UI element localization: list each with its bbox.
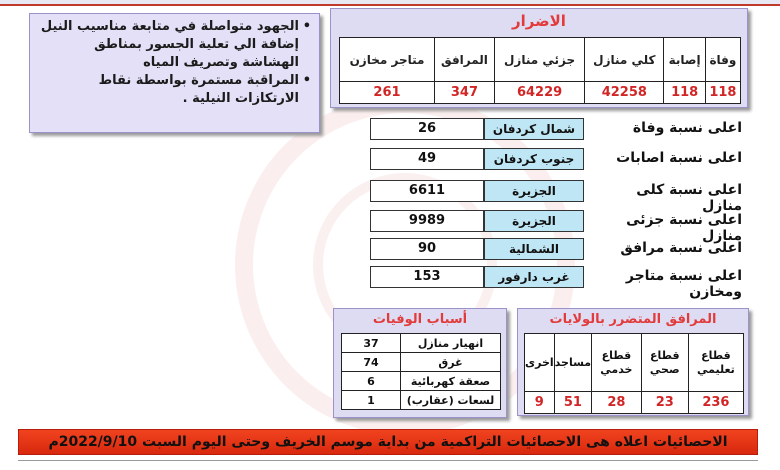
table-row (342, 334, 501, 353)
death-causes-table (341, 333, 501, 410)
rate-row (370, 148, 742, 172)
facility-header-cell: مساجد (554, 334, 591, 392)
facility-header-cell: قطاع تعليمي (688, 334, 743, 392)
note-item: • الجهود متواصلة في متابعة مناسيب النيل إضافة الي تعلية الجسور بمناطق الهشاشة وتصريف المياه (36, 18, 309, 72)
damage-header-cell: وفاة (705, 38, 740, 82)
rate-label: اعلى نسبة اصابات (616, 150, 742, 166)
facility-value-cell: 51 (554, 392, 591, 414)
damage-panel (330, 8, 748, 108)
cause-value: 37 (342, 334, 401, 353)
rate-value: 49 (370, 148, 484, 170)
cause-label: صعقة كهربائية (401, 372, 501, 391)
damage-title: الاضرار (512, 12, 566, 30)
damage-header-row (340, 38, 741, 82)
damage-header-cell: المرافق (434, 38, 494, 82)
damage-value-cell: 347 (434, 82, 494, 104)
damage-table (339, 37, 741, 104)
rate-value: 90 (370, 238, 484, 260)
rate-row (370, 266, 742, 300)
table-row (342, 372, 501, 391)
rate-row (370, 180, 742, 214)
rate-value: 6611 (370, 180, 484, 202)
damage-value-cell: 261 (340, 82, 435, 104)
facilities-title: المرافق المتضرر بالولايات (549, 312, 717, 327)
note-item: • المراقبة مستمرة بواسطة نقاط الارتكازات النيلية . (36, 72, 309, 108)
rate-value: 26 (370, 118, 484, 140)
rate-label: اعلى نسبة مرافق (620, 240, 742, 256)
facility-value-cell: 23 (641, 392, 688, 414)
cause-value: 6 (342, 372, 401, 391)
cause-value: 74 (342, 353, 401, 372)
rate-row (370, 210, 742, 244)
damage-value-cell: 118 (664, 82, 705, 104)
damage-value-row (340, 82, 741, 104)
damage-header-cell: متاجر مخازن (340, 38, 435, 82)
facilities-value-row (525, 392, 744, 414)
damage-header-cell: إصابة (664, 38, 705, 82)
rate-row (370, 238, 742, 262)
facilities-table (524, 333, 744, 414)
facility-value-cell: 9 (525, 392, 555, 414)
table-row (342, 353, 501, 372)
rate-label: اعلى نسبة وفاة (632, 120, 742, 136)
rate-region: الجزيرة (484, 180, 584, 202)
damage-value-cell: 118 (705, 82, 740, 104)
table-row (342, 391, 501, 410)
top-border (0, 0, 780, 6)
rate-row (370, 118, 742, 142)
footer-banner: الاحصائيات اعلاه هى الاحصائيات التراكمية من بداية موسم الخريف وحتى اليوم السبت 2022/9/10م (18, 429, 758, 455)
rate-region: غرب دارفور (484, 266, 584, 288)
facilities-header-row (525, 334, 744, 392)
rate-region: شمال كردفان (484, 118, 584, 140)
rate-region: الجزيرة (484, 210, 584, 232)
damage-value-cell: 42258 (585, 82, 664, 104)
facilities-panel (517, 308, 749, 416)
rate-label: اعلى نسبة متاجر ومخازن (625, 268, 742, 300)
footer-divider (18, 460, 758, 470)
damage-header-cell: كلي منازل (585, 38, 664, 82)
cause-label: لسعات (عقارب) (401, 391, 501, 410)
rate-value: 9989 (370, 210, 484, 232)
cause-label: غرق (401, 353, 501, 372)
notes-list (36, 18, 309, 108)
death-causes-panel (333, 308, 507, 418)
death-causes-title: أسباب الوفيات (372, 312, 468, 327)
rate-region: الشمالية (484, 238, 584, 260)
facility-header-cell: قطاع صحي (641, 334, 688, 392)
facility-header-cell: اخرى (525, 334, 555, 392)
rate-label: اعلى نسبة كلى منازل (636, 182, 742, 214)
rate-region: جنوب كردفان (484, 148, 584, 170)
facility-value-cell: 28 (592, 392, 642, 414)
damage-header-cell: جزئي منازل (494, 38, 584, 82)
rate-value: 153 (370, 266, 484, 288)
damage-value-cell: 64229 (494, 82, 584, 104)
cause-label: انهيار منازل (401, 334, 501, 353)
rate-label: اعلى نسبة جزئى منازل (626, 212, 742, 244)
notes-panel (29, 13, 320, 133)
facility-value-cell: 236 (688, 392, 743, 414)
facility-header-cell: قطاع خدمي (592, 334, 642, 392)
cause-value: 1 (342, 391, 401, 410)
